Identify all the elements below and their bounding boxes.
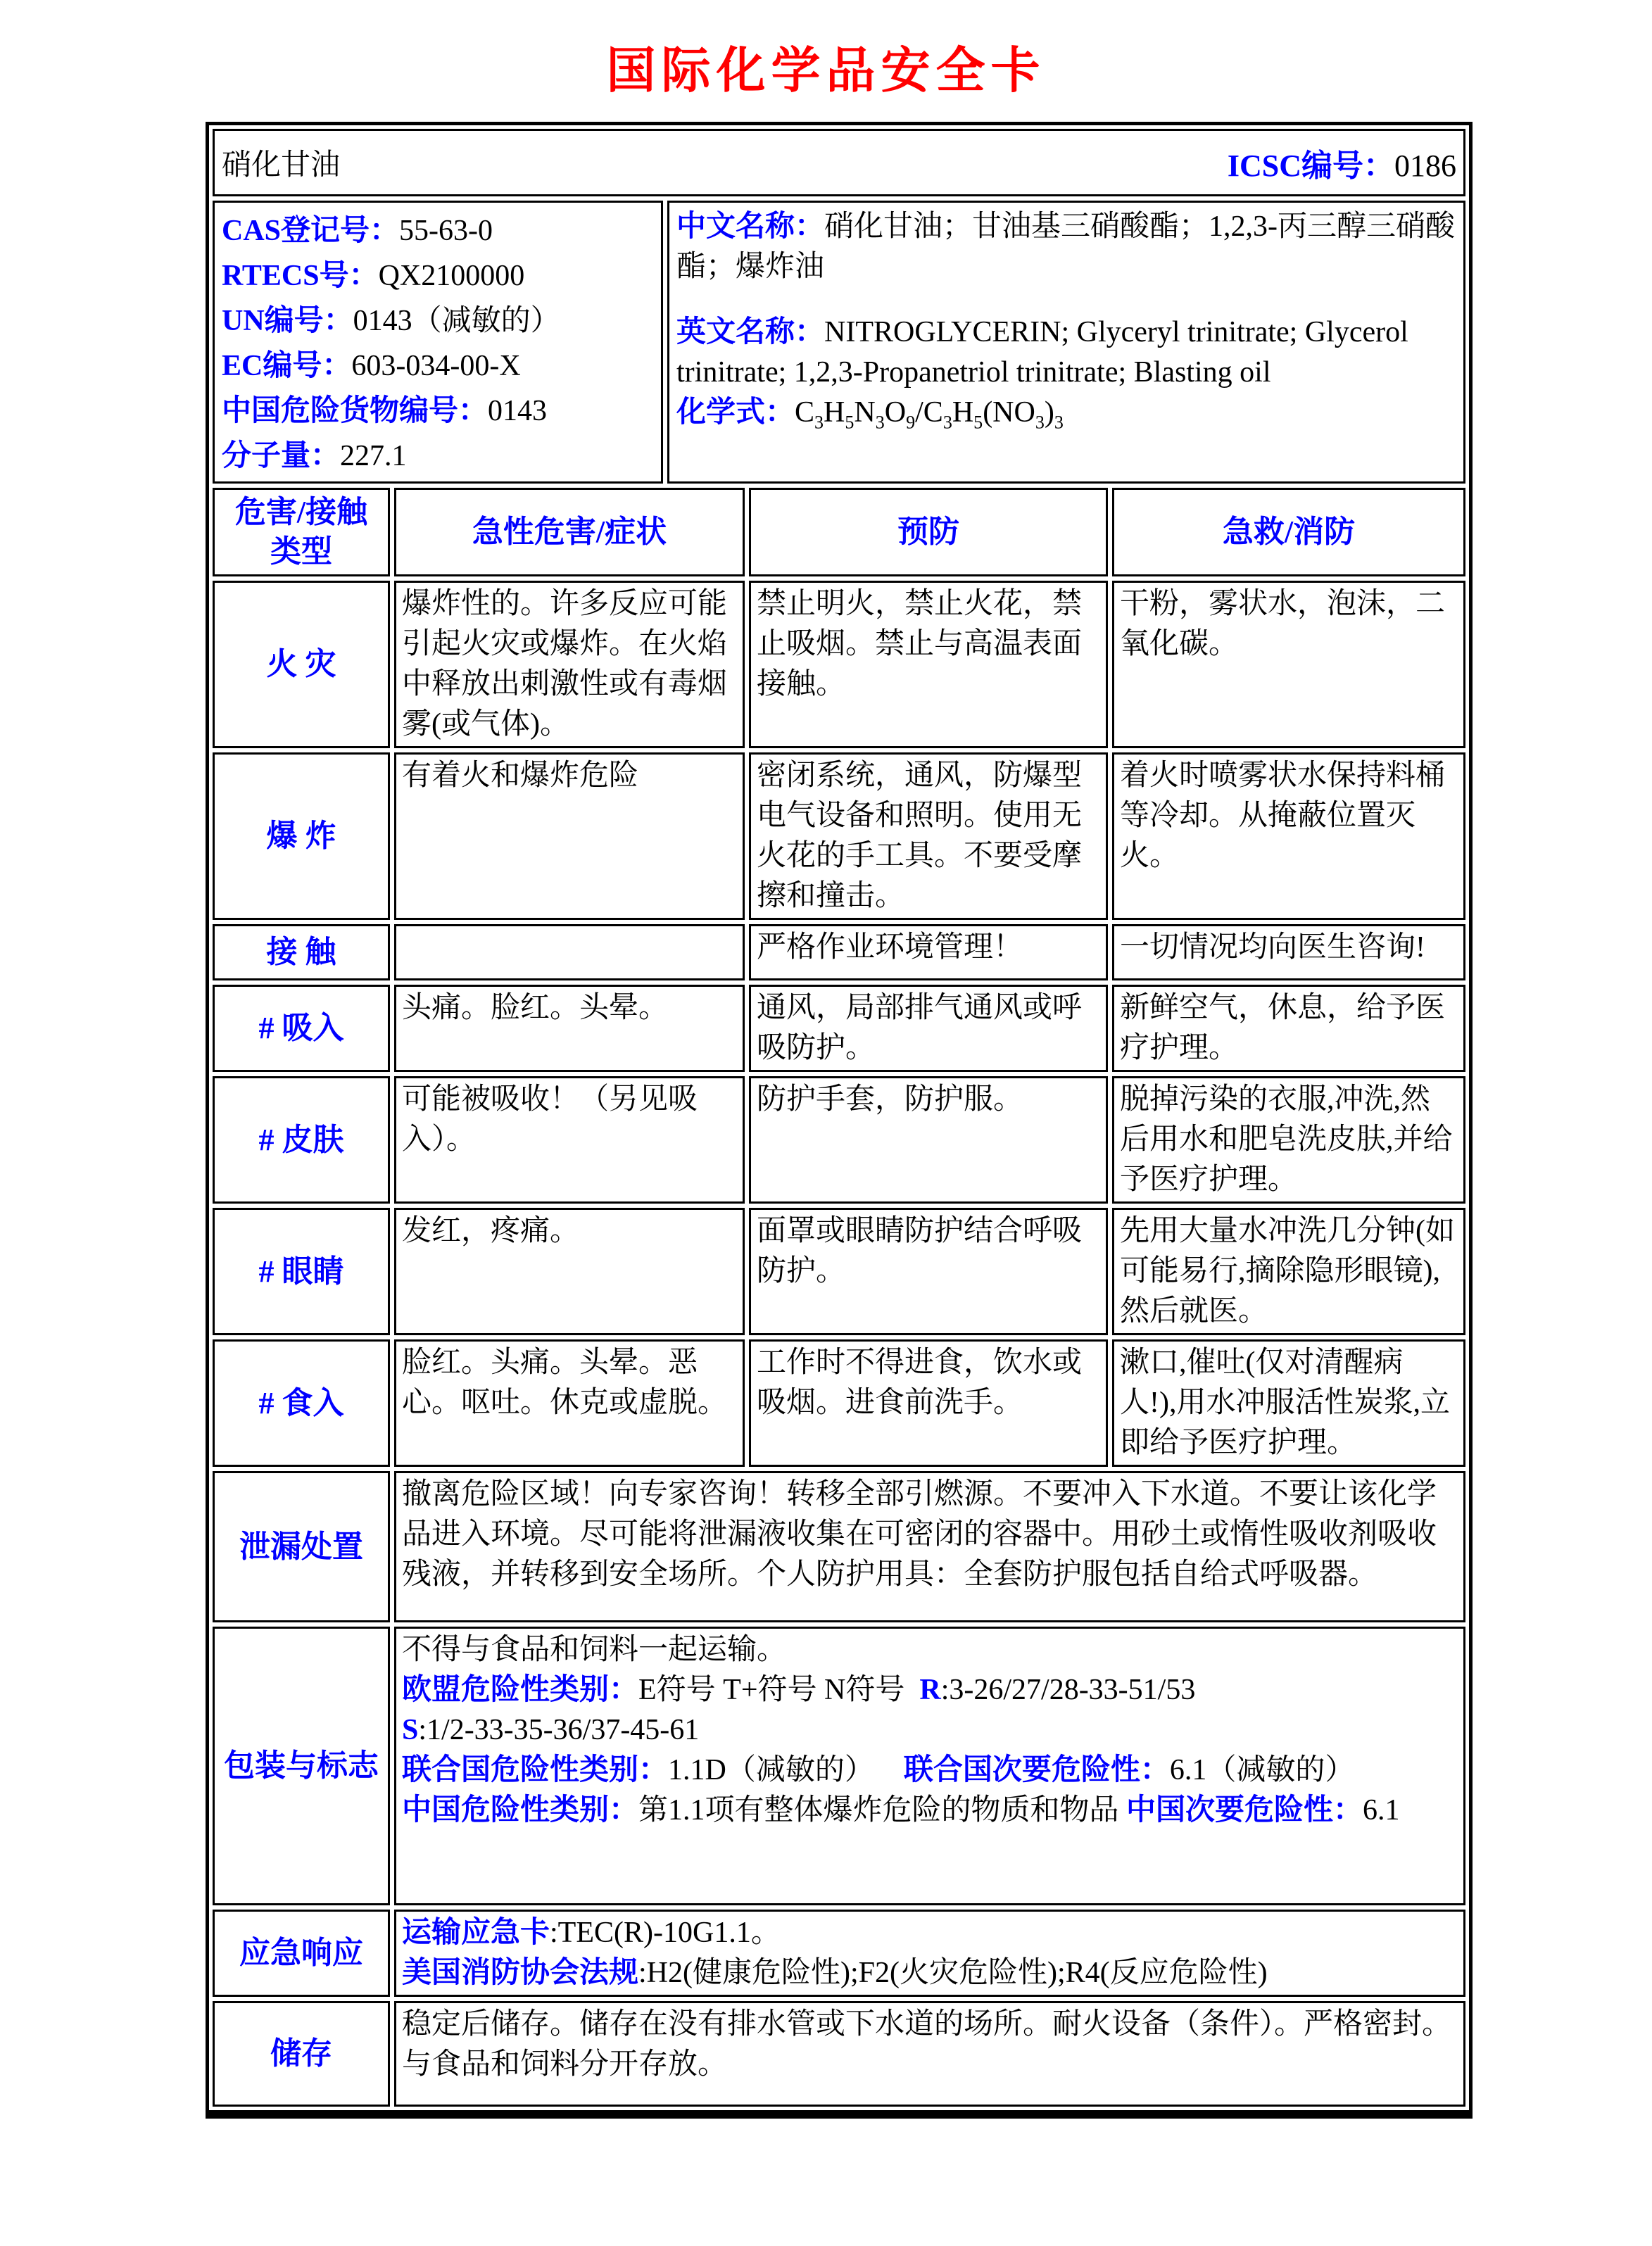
ingestion-response-cell: 漱口,催吐(仅对清醒病人!),用水冲服活性炭浆,立即给予医疗护理。 <box>1112 1339 1465 1467</box>
ec-number-row <box>222 343 654 389</box>
fire-response-cell: 干粉，雾状水，泡沫，二氧化碳。 <box>1112 581 1465 748</box>
ec-value: 603-034-00-X <box>351 350 521 382</box>
inhalation-response-cell: 新鲜空气，休息，给予医疗护理。 <box>1112 985 1465 1072</box>
identifiers-box <box>213 201 663 484</box>
cas-registry-row <box>222 208 654 253</box>
skin-prevention-cell: 防护手套，防护服。 <box>749 1076 1108 1204</box>
molecular-weight-row <box>222 434 654 479</box>
fire-type-cell: 火 灾 <box>213 581 390 748</box>
cas-value: 55-63-0 <box>399 215 493 247</box>
hazard-row-contact <box>213 924 1465 980</box>
packaging-row <box>213 1627 1465 1905</box>
formula-label: 化学式： <box>676 396 795 429</box>
storage-label: 储存 <box>213 2001 390 2107</box>
skin-type-cell: # 皮肤 <box>213 1076 390 1204</box>
spill-text: 撤离危险区域！向专家咨询！转移全部引燃源。不要冲入下水道。不要让该化学品进入环境。尽可能将泄漏液收集在可密闭的容器中。用砂土或惰性吸收剂吸收残液，并转移到安全场所。个人防护用具：全套防护服包括自给式呼吸器。 <box>394 1471 1465 1622</box>
header-cell-firefighting: 急救/消防 <box>1112 488 1465 576</box>
skin-symptoms-cell: 可能被吸收！（另见吸入）。 <box>394 1076 745 1204</box>
hazard-row-fire <box>213 581 1465 748</box>
spill-row <box>213 1471 1465 1622</box>
explosion-symptoms-cell: 有着火和爆炸危险 <box>394 752 745 920</box>
skin-response-cell: 脱掉污染的衣服,冲洗,然后用水和肥皂洗皮肤,并给予医疗护理。 <box>1112 1076 1465 1204</box>
icsc-number-group <box>1228 140 1456 185</box>
spill-label: 泄漏处置 <box>213 1471 390 1622</box>
packaging-text: 不得与食品和饲料一起运输。 欧盟危险性类别：E符号 T+符号 N符号 R:3-26/27/28-33-51/53 S:1/2-33-35-36/37-45-61 联合国危险性类别：1.1D（减敏的） 联合国次要危险性：6.1（减敏的） 中国危险性类别：第1.1项有整体爆炸危险的物质和物品 中国次要危险性：6.1 <box>394 1627 1465 1905</box>
formula-value: $C_3H_5N_3O_9/C_3H_5(NO_3)_3$ <box>795 396 1064 433</box>
substance-name: 硝化甘油 <box>222 149 341 182</box>
card-frame <box>206 122 1473 2119</box>
rtecs-row <box>222 253 654 298</box>
explosion-prevention-cell: 密闭系统，通风，防爆型电气设备和照明。使用无火花的手工具。不要受摩擦和撞击。 <box>749 752 1108 920</box>
icsc-label: ICSC编号： <box>1227 149 1394 183</box>
card-header-row <box>213 129 1465 196</box>
emergency-text: 运输应急卡:TEC(R)-10G1.1。 美国消防协会法规:H2(健康危险性);F2(火灾危险性);R4(反应危险性) <box>394 1910 1465 1997</box>
inhalation-prevention-cell: 通风，局部排气通风或呼吸防护。 <box>749 985 1108 1072</box>
rtecs-value: QX2100000 <box>378 260 525 292</box>
contact-response-cell: 一切情况均向医生咨询! <box>1112 924 1465 980</box>
molecular-weight-label: 分子量： <box>222 440 341 472</box>
eyes-response-cell: 先用大量水冲洗几分钟(如可能易行,摘除隐形眼镜),然后就医。 <box>1112 1208 1465 1335</box>
hazard-table-header <box>213 488 1465 576</box>
un-value: 0143（减敏的） <box>353 305 560 337</box>
eyes-type-cell: # 眼睛 <box>213 1208 390 1335</box>
chinese-name-paragraph <box>676 207 1456 287</box>
emergency-row <box>213 1910 1465 1997</box>
china-dg-value: 0143 <box>488 395 548 427</box>
un-label: UN编号： <box>222 305 353 337</box>
contact-prevention-cell: 严格作业环境管理！ <box>749 924 1108 980</box>
china-dg-number-row <box>222 389 654 434</box>
header-cell-hazard-type: 危害/接触类型 <box>213 488 390 576</box>
china-dg-label: 中国危险货物编号： <box>222 395 488 427</box>
icsc-value: 0186 <box>1394 149 1456 183</box>
un-number-row <box>222 298 654 343</box>
english-name-label: 英文名称： <box>676 316 825 348</box>
hazard-row-skin <box>213 1076 1465 1204</box>
ingestion-symptoms-cell: 脸红。头痛。头晕。恶心。呕吐。休克或虚脱。 <box>394 1339 745 1467</box>
hazard-row-eyes <box>213 1208 1465 1335</box>
hazard-row-explosion <box>213 752 1465 920</box>
contact-symptoms-cell <box>394 924 745 980</box>
header-cell-prevention: 预防 <box>749 488 1108 576</box>
contact-type-cell: 接 触 <box>213 924 390 980</box>
hazard-row-ingestion <box>213 1339 1465 1467</box>
chinese-name-label: 中文名称： <box>676 210 825 243</box>
explosion-type-cell: 爆 炸 <box>213 752 390 920</box>
fire-prevention-cell: 禁止明火，禁止火花，禁止吸烟。禁止与高温表面接触。 <box>749 581 1108 748</box>
rtecs-label: RTECS号： <box>222 260 379 292</box>
packaging-label: 包装与标志 <box>213 1627 390 1905</box>
explosion-response-cell: 着火时喷雾状水保持料桶等冷却。从掩蔽位置灭火。 <box>1112 752 1465 920</box>
storage-row <box>213 2001 1465 2107</box>
hazard-row-inhalation <box>213 985 1465 1072</box>
english-name-value: NITROGLYCERIN; Glyceryl trinitrate; Glycerol trinitrate; 1,2,3-Propanetriol trinitrate; Blasting oil <box>676 316 1408 389</box>
eyes-symptoms-cell: 发红，疼痛。 <box>394 1208 745 1335</box>
identity-section <box>213 201 1465 484</box>
ingestion-type-cell: # 食入 <box>213 1339 390 1467</box>
names-box <box>667 201 1465 484</box>
page-title: 国际化学品安全卡 <box>606 41 1046 99</box>
english-name-paragraph <box>676 313 1456 393</box>
eyes-prevention-cell: 面罩或眼睛防护结合呼吸防护。 <box>749 1208 1108 1335</box>
molecular-weight-value: 227.1 <box>340 440 407 472</box>
ec-label: EC编号： <box>222 350 352 382</box>
chinese-name-value: 硝化甘油；甘油基三硝酸酯；1,2,3-丙三醇三硝酸酯；爆炸油 <box>676 210 1456 283</box>
fire-symptoms-cell: 爆炸性的。许多反应可能引起火灾或爆炸。在火焰中释放出刺激性或有毒烟雾(或气体)。 <box>394 581 745 748</box>
header-cell-symptoms: 急性危害/症状 <box>394 488 745 576</box>
chemical-formula-row <box>676 393 1456 442</box>
emergency-label: 应急响应 <box>213 1910 390 1997</box>
inhalation-type-cell: # 吸入 <box>213 985 390 1072</box>
cas-label: CAS登记号： <box>222 215 400 247</box>
ingestion-prevention-cell: 工作时不得进食，饮水或吸烟。进食前洗手。 <box>749 1339 1108 1467</box>
storage-text: 稳定后储存。储存在没有排水管或下水道的场所。耐火设备（条件）。严格密封。与食品和饲料分开存放。 <box>394 2001 1465 2107</box>
inhalation-symptoms-cell: 头痛。脸红。头晕。 <box>394 985 745 1072</box>
